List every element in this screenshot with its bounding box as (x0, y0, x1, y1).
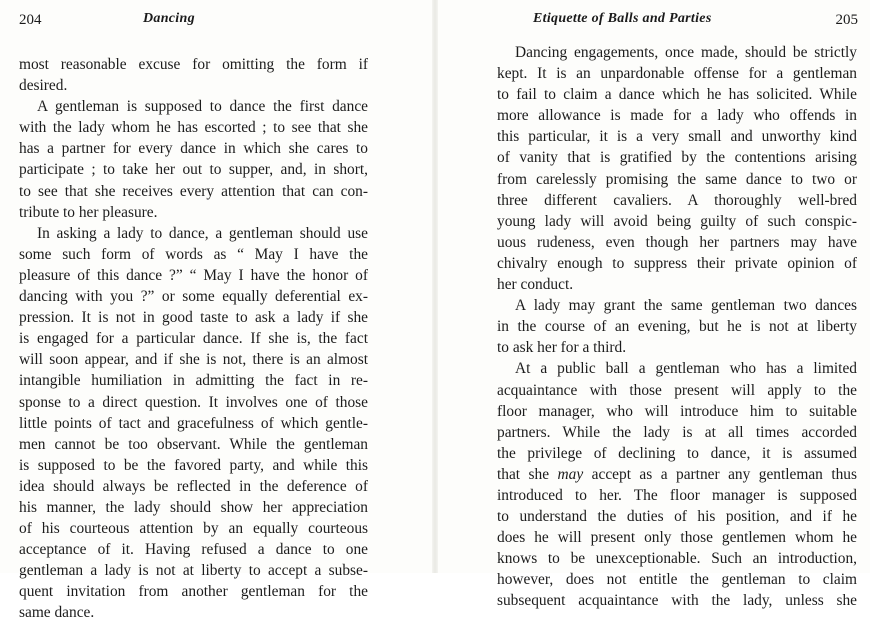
text-line: most reasonable excuse for omitting the form if (19, 56, 368, 73)
text-line: in the course of an evening, but he is not at liberty (497, 318, 857, 336)
text-line: acquaintance with those present will apply to the (497, 381, 857, 399)
text-line: floor manager, who will introduce him to suitable (497, 402, 857, 420)
text-line: quent invitation from another gentleman for the (19, 583, 368, 601)
text-line: participate ; to take her out to supper, and, in short, (19, 161, 368, 179)
text-line: same dance. (19, 604, 95, 622)
text-line: Dancing engagements, once made, should be strictly (515, 44, 857, 61)
text-line: the privilege of declining to dance, it is assumed (497, 444, 857, 462)
text-line: has a partner for every dance in which she cares to (19, 140, 368, 158)
text-line: to ask her for a third. (497, 339, 627, 357)
text-line: intangible humiliation in admitting the fact in re- (19, 372, 368, 390)
text-line: idea should always be reflected in the deference of (19, 477, 368, 495)
text-line: to understand the duties of his position, and if he (497, 508, 857, 526)
text-line: is supposed to be the favored party, and while this (19, 456, 368, 474)
text-line: more allowance is made for a lady who offends in (497, 107, 857, 125)
text-line: from carelessly promising the same dance to two or (497, 170, 857, 188)
text-line: gentleman a lady is not at liberty to accept a subse- (19, 562, 368, 580)
text-line: does he will present only those gentlemen whom he (497, 529, 857, 547)
text-line: of his courteous attention by an equally courteous (19, 520, 368, 538)
text-line: desired. (19, 77, 68, 95)
text-line: some such form of words as “ May I have the (19, 245, 368, 263)
text-line: is engaged for a particular dance. If she is, the fact (19, 330, 368, 348)
text-line: knows to be unexceptionable. Such an introduction, (497, 550, 857, 568)
text-line: will soon appear, and if she is not, there is an almost (19, 351, 368, 369)
text-line: little points of tact and gracefulness of which gentle- (19, 414, 368, 432)
text-line: kept. It is an unpardonable offense for a gentleman (497, 65, 857, 83)
text-line: In asking a lady to dance, a gentleman should use (37, 224, 368, 242)
text-line: dancing with you ?” or some equally deferential ex- (19, 288, 368, 306)
text-line: men cannot be too observant. While the gentleman (19, 435, 368, 453)
left-page (0, 0, 435, 622)
text-line: At a public ball a gentleman who has a limited (515, 360, 857, 378)
right-running-head: Etiquette of Balls and Parties (533, 11, 712, 26)
text-line: pleasure of this dance ?” “ May I have the honor of (19, 266, 368, 284)
text-line: A gentleman is supposed to dance the first dance (37, 98, 368, 116)
text-line: tribute to her pleasure. (19, 203, 158, 221)
left-page-number: 204 (19, 12, 42, 28)
text-line: three different cavaliers. A thoroughly well-bred (497, 191, 857, 209)
text-line: that she may accept as a partner any gentleman thus (497, 465, 857, 483)
text-line: A lady may grant the same gentleman two dances (515, 297, 857, 315)
text-line: to see that she receives every attention that can con- (19, 182, 368, 200)
text-line: chivalry enough to suppress their private opinion of (497, 254, 857, 272)
text-line: young lady will avoid being guilty of such conspic- (497, 212, 857, 230)
right-page-body (497, 42, 857, 612)
text-line: this particular, it is a very small and unworthy kind (497, 128, 857, 146)
text-line: her conduct. (497, 276, 574, 294)
text-line: acceptance of it. Having refused a dance to one (19, 541, 368, 559)
text-line: uous rudeness, even though her partners may have (497, 233, 857, 251)
left-running-head: Dancing (143, 11, 195, 26)
text-line: to fail to claim a dance which he has solicited. While (497, 86, 857, 104)
right-page (435, 0, 870, 610)
text-line: his manner, the lady should show her appreciation (19, 498, 368, 516)
text-line: sponse to a direct question. It involves one of those (19, 393, 368, 411)
text-line: pression. It is not in good taste to ask a lady if she (19, 309, 368, 327)
text-line: introduced to her. The floor manager is supposed (497, 486, 857, 504)
text-line: however, does not entitle the gentleman to claim (497, 571, 857, 589)
left-page-header (19, 10, 369, 34)
text-line: partners. While the lady is at all times accorded (497, 423, 857, 441)
text-line: of vanity that is gratified by the contentions arising (497, 149, 857, 167)
left-page-body (19, 54, 368, 624)
right-page-header (523, 10, 858, 34)
text-line: with the lady whom he has escorted ; to see that she (19, 119, 368, 137)
right-page-number: 205 (835, 12, 858, 28)
text-line: subsequent acquaintance with the lady, unless she (497, 592, 857, 610)
